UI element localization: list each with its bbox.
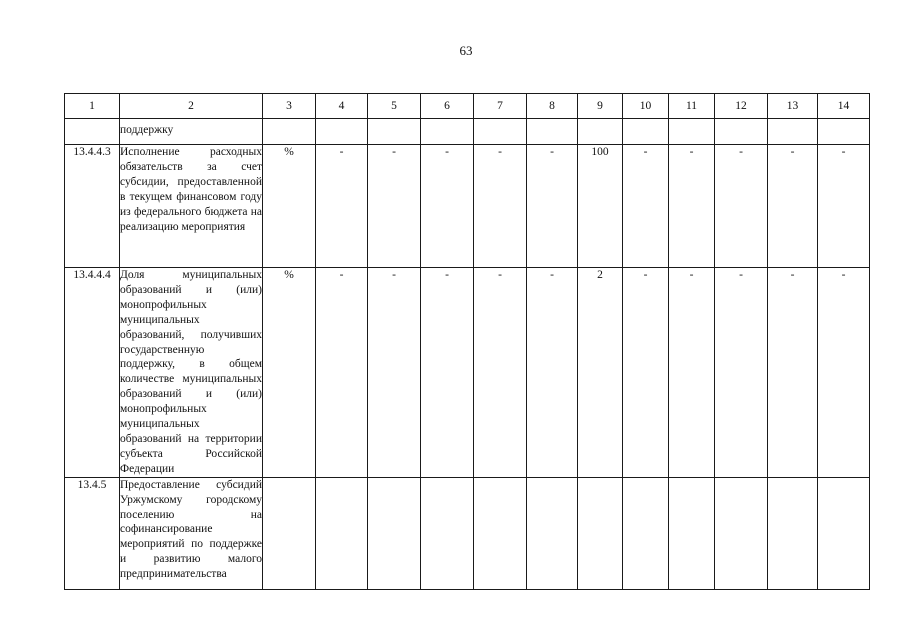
table-row bbox=[65, 119, 870, 145]
table-cell: 100 bbox=[578, 145, 623, 268]
table-cell bbox=[623, 119, 669, 145]
header-row bbox=[65, 94, 870, 119]
table-cell bbox=[669, 119, 715, 145]
row-id bbox=[65, 119, 120, 145]
table-cell bbox=[768, 119, 818, 145]
table-cell: - bbox=[527, 268, 578, 478]
row-id: 13.4.4.3 bbox=[65, 145, 120, 268]
table-cell: - bbox=[715, 268, 768, 478]
table-cell bbox=[527, 477, 578, 589]
row-description: Предоставление субсидий Уржумскому городскому поселению на софинансирование мероприятий по поддержке и развитию малого предпринимательства bbox=[120, 477, 263, 589]
table-cell: - bbox=[715, 145, 768, 268]
row-description: поддержку bbox=[120, 119, 263, 145]
column-header: 8 bbox=[527, 94, 578, 119]
column-header: 10 bbox=[623, 94, 669, 119]
table-cell bbox=[669, 477, 715, 589]
table-cell: - bbox=[669, 268, 715, 478]
row-id: 13.4.4.4 bbox=[65, 268, 120, 478]
table-cell: - bbox=[768, 268, 818, 478]
column-header: 14 bbox=[818, 94, 870, 119]
row-description: Исполнение расходных обязательств за счет субсидии, предоставленной в текущем финансовом году из федерального бюджета на реализацию мероприятия bbox=[120, 145, 263, 268]
table-cell: % bbox=[263, 268, 316, 478]
table-cell: % bbox=[263, 145, 316, 268]
table-cell bbox=[474, 119, 527, 145]
table-row bbox=[65, 268, 870, 478]
column-header: 4 bbox=[316, 94, 368, 119]
column-header: 13 bbox=[768, 94, 818, 119]
column-header: 11 bbox=[669, 94, 715, 119]
table-cell bbox=[316, 119, 368, 145]
table-cell bbox=[578, 477, 623, 589]
row-description: Доля муниципальных образований и (или) монопрофильных муниципальных образований, получивших государственную поддержку, в общем количестве муниципальных образований и (или) монопрофильных муниципальных образований на территории субъекта Российской Федерации bbox=[120, 268, 263, 478]
table-cell bbox=[368, 477, 421, 589]
table-cell bbox=[316, 477, 368, 589]
table-cell bbox=[421, 477, 474, 589]
table-cell bbox=[368, 119, 421, 145]
table-cell: - bbox=[316, 145, 368, 268]
table-cell bbox=[715, 119, 768, 145]
table-cell: - bbox=[818, 145, 870, 268]
table-cell: - bbox=[818, 268, 870, 478]
table-cell: - bbox=[368, 268, 421, 478]
table-cell: - bbox=[623, 268, 669, 478]
column-header: 1 bbox=[65, 94, 120, 119]
table-cell: - bbox=[669, 145, 715, 268]
table-cell bbox=[818, 477, 870, 589]
table-cell: - bbox=[768, 145, 818, 268]
table-cell: - bbox=[421, 268, 474, 478]
table-cell: - bbox=[316, 268, 368, 478]
indicator-table bbox=[64, 93, 870, 590]
table-cell: - bbox=[368, 145, 421, 268]
table-cell bbox=[421, 119, 474, 145]
page-number: 63 bbox=[459, 43, 473, 58]
table-cell bbox=[527, 119, 578, 145]
table-cell bbox=[715, 477, 768, 589]
table-cell: - bbox=[623, 145, 669, 268]
column-header: 9 bbox=[578, 94, 623, 119]
table-row bbox=[65, 145, 870, 268]
table-cell: - bbox=[421, 145, 474, 268]
column-header: 6 bbox=[421, 94, 474, 119]
table-cell: - bbox=[474, 268, 527, 478]
table-cell bbox=[623, 477, 669, 589]
table-cell bbox=[768, 477, 818, 589]
column-header: 12 bbox=[715, 94, 768, 119]
table-cell bbox=[263, 119, 316, 145]
table-row bbox=[65, 477, 870, 589]
row-id: 13.4.5 bbox=[65, 477, 120, 589]
column-header: 2 bbox=[120, 94, 263, 119]
table-cell: - bbox=[527, 145, 578, 268]
table-cell bbox=[474, 477, 527, 589]
table-cell bbox=[578, 119, 623, 145]
column-header: 7 bbox=[474, 94, 527, 119]
table-cell bbox=[263, 477, 316, 589]
column-header: 5 bbox=[368, 94, 421, 119]
table-cell: - bbox=[474, 145, 527, 268]
table-cell: 2 bbox=[578, 268, 623, 478]
table-cell bbox=[818, 119, 870, 145]
column-header: 3 bbox=[263, 94, 316, 119]
